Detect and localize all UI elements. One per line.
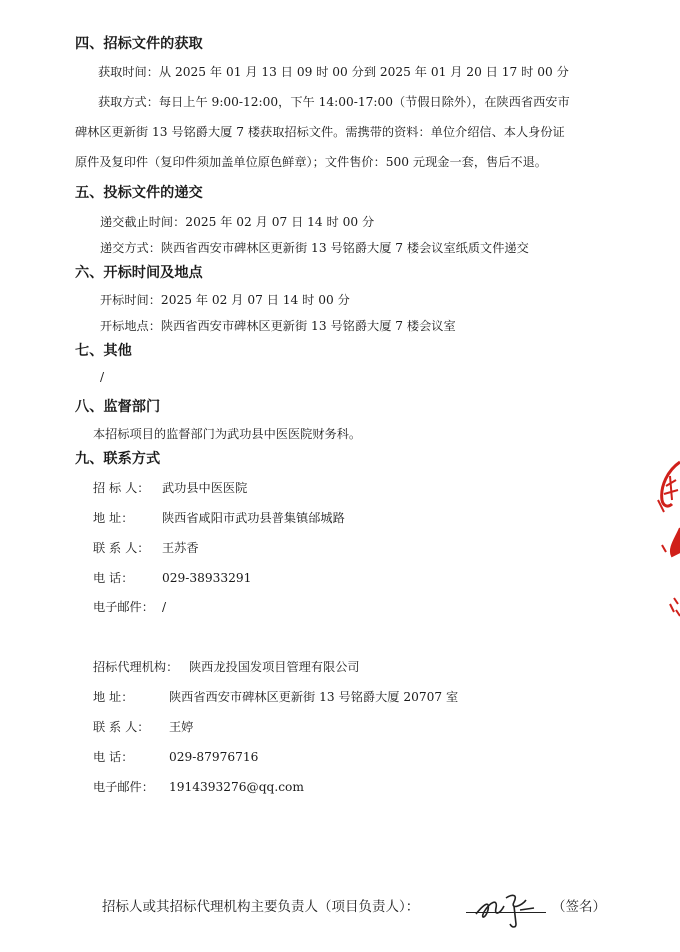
tenderer-phone-label: 电 话： (93, 571, 134, 585)
supervision-content: 本招标项目的监督部门为武功县中医医院财务科。 (93, 427, 362, 441)
section-7-heading: 七、其他 (75, 343, 132, 359)
submit-deadline: 递交截止时间：2025 年 02 月 07 日 14 时 00 分 (100, 215, 375, 229)
section-5-heading: 五、投标文件的递交 (75, 185, 203, 201)
other-content: / (100, 370, 105, 384)
agency-contact-value: 王婷 (169, 720, 194, 734)
tenderer-address-label: 地 址： (93, 511, 134, 525)
agency-phone-value: 029-87976716 (169, 750, 259, 764)
agency-value: 陕西龙投国发项目管理有限公司 (189, 660, 360, 674)
agency-contact-label: 联 系 人： (93, 720, 150, 734)
agency-address-value: 陕西省西安市碑林区更新街 13 号铭爵大厦 20707 室 (169, 690, 459, 704)
submit-method: 递交方式：陕西省西安市碑林区更新街 13 号铭爵大厦 7 楼会议室纸质文件递交 (100, 241, 529, 255)
section-9-heading: 九、联系方式 (75, 451, 161, 467)
acquire-method-line-2: 碑林区更新街 13 号铭爵大厦 7 楼获取招标文件。需携带的资料：单位介绍信、本人身份证 (75, 125, 565, 139)
opening-place: 开标地点：陕西省西安市碑林区更新街 13 号铭爵大厦 7 楼会议室 (100, 319, 456, 333)
section-6-heading: 六、开标时间及地点 (75, 265, 203, 281)
agency-address-label: 地 址： (93, 690, 134, 704)
tenderer-contact-value: 王苏香 (162, 541, 199, 555)
section-4-heading: 四、招标文件的获取 (75, 36, 203, 52)
tenderer-contact-label: 联 系 人： (93, 541, 150, 555)
tenderer-email-value: / (162, 600, 167, 614)
acquire-method-line-3: 原件及复印件（复印件须加盖单位原色鲜章）；文件售价：500 元现金一套，售后不退。 (75, 155, 547, 169)
acquire-time: 获取时间：从 2025 年 01 月 13 日 09 时 00 分到 2025 年 01 月 20 日 17 时 00 分 (98, 65, 569, 79)
tenderer-address-value: 陕西省咸阳市武功县普集镇邰城路 (162, 511, 345, 525)
tenderer-phone-value: 029-38933291 (162, 571, 252, 585)
signature-suffix: （签名） (552, 899, 606, 915)
agency-phone-label: 电 话： (93, 750, 134, 764)
section-8-heading: 八、监督部门 (75, 399, 161, 415)
handwritten-signature (470, 884, 548, 932)
signature-underline (466, 912, 546, 913)
tenderer-label: 招 标 人： (93, 481, 150, 495)
agency-email-label: 电子邮件： (93, 780, 154, 794)
acquire-method-line-1: 获取方式：每日上午 9:00-12:00，下午 14:00-17:00（节假日除外），在陕西省西安市 (98, 95, 570, 109)
opening-time: 开标时间：2025 年 02 月 07 日 14 时 00 分 (100, 293, 350, 307)
agency-label: 招标代理机构： (93, 660, 179, 674)
tenderer-value: 武功县中医医院 (162, 481, 248, 495)
signature-prefix: 招标人或其招标代理机构主要负责人（项目负责人）： (102, 899, 420, 915)
agency-email-value: 1914393276@qq.com (169, 780, 304, 794)
tenderer-email-label: 电子邮件： (93, 600, 154, 614)
partial-red-seal-icon (650, 0, 680, 952)
